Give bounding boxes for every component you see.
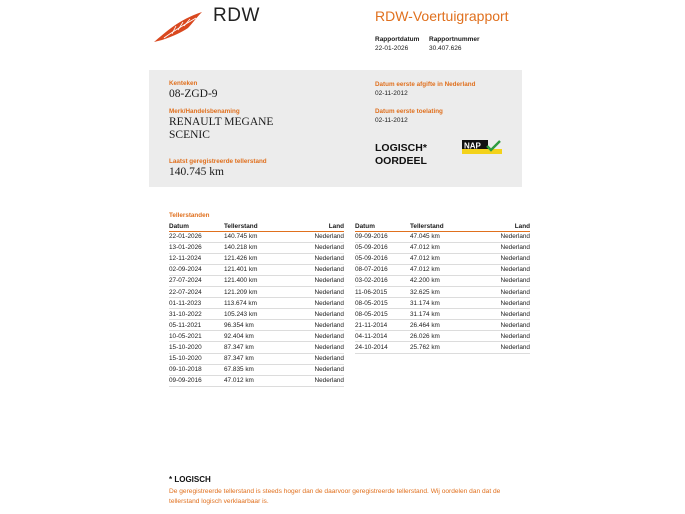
cell-tellerstand: 31.174 km [410,309,470,320]
cell-tellerstand: 105.243 km [224,309,284,320]
brand-name: RDW [213,5,260,26]
cell-tellerstand: 121.401 km [224,264,284,275]
table-row [169,364,344,375]
cell-datum: 11-06-2015 [355,286,410,297]
cell-datum: 27-07-2024 [169,275,224,286]
cell-tellerstand: 67.835 km [224,364,284,375]
eerste-afgifte-label: Datum eerste afgifte in Nederland [375,81,476,88]
table-row [355,320,530,331]
table-row [355,264,530,275]
cell-land: Nederland [284,298,344,309]
cell-land: Nederland [284,342,344,353]
tellerstand-value: 140.745 km [169,166,224,178]
merk-value-line1: RENAULT MEGANE [169,116,274,128]
rapportdatum-label: Rapportdatum [375,36,420,43]
table-row [169,298,344,309]
table-row [169,264,344,275]
oordeel [375,142,427,168]
cell-datum: 21-11-2014 [355,320,410,331]
svg-text:NAP: NAP [464,141,481,151]
cell-land: Nederland [470,242,530,253]
cell-land: Nederland [470,320,530,331]
cell-land: Nederland [284,309,344,320]
cell-tellerstand: 96.354 km [224,320,284,331]
cell-datum: 15-10-2020 [169,353,224,364]
table-row [169,342,344,353]
cell-tellerstand: 25.762 km [410,342,470,353]
merk-value-line2: SCENIC [169,129,210,141]
table-row [355,342,530,353]
cell-land: Nederland [470,286,530,297]
cell-land: Nederland [284,286,344,297]
cell-land: Nederland [470,253,530,264]
table-row [169,286,344,297]
eerste-toelating-value: 02-11-2012 [375,117,408,124]
cell-tellerstand: 32.625 km [410,286,470,297]
table-row [169,375,344,386]
table-row [169,253,344,264]
table-row [169,231,344,242]
cell-tellerstand: 47.012 km [410,264,470,275]
table-row [169,275,344,286]
cell-tellerstand: 140.218 km [224,242,284,253]
cell-datum: 09-09-2016 [169,375,224,386]
table-row [355,275,530,286]
cell-land: Nederland [284,231,344,242]
rapportnummer [429,35,480,53]
cell-tellerstand: 47.012 km [224,375,284,386]
oordeel-line2: OORDEEL [375,155,427,167]
report-title: RDW-Voertuigrapport [375,8,509,24]
table-row [355,231,530,242]
header-land: Land [470,222,530,231]
cell-land: Nederland [470,275,530,286]
cell-tellerstand: 121.400 km [224,275,284,286]
table-header-row [169,222,344,231]
oordeel-line1: LOGISCH* [375,142,427,154]
cell-datum: 10-05-2021 [169,331,224,342]
cell-land: Nederland [284,242,344,253]
footnote-text: De geregistreerde tellerstand is steeds hoger dan de daarvoor geregistreerde tellerstand. Wij oordelen dan dat de tellerstand logisch verklaarbaar is. [169,488,501,505]
cell-tellerstand: 47.012 km [410,242,470,253]
cell-tellerstand: 121.209 km [224,286,284,297]
cell-tellerstand: 87.347 km [224,342,284,353]
kenteken-label: Kenteken [169,80,198,87]
cell-land: Nederland [284,253,344,264]
cell-datum: 13-01-2026 [169,242,224,253]
rapportdatum-value: 22-01-2026 [375,45,409,52]
tellerstanden-table-left [169,222,344,387]
cell-tellerstand: 47.045 km [410,231,470,242]
cell-datum: 03-02-2016 [355,275,410,286]
cell-land: Nederland [284,275,344,286]
cell-datum: 31-10-2022 [169,309,224,320]
cell-tellerstand: 31.174 km [410,298,470,309]
cell-datum: 05-11-2021 [169,320,224,331]
rdw-logo-icon [152,10,204,44]
header-tellerstand: Tellerstand [224,222,284,231]
cell-tellerstand: 113.674 km [224,298,284,309]
eerste-afgifte-field [375,81,475,99]
rapportnummer-label: Rapportnummer [429,36,480,43]
header-tellerstand: Tellerstand [410,222,470,231]
table-header-row [355,222,530,231]
cell-datum: 22-01-2026 [169,231,224,242]
footnote-title: * LOGISCH [169,475,211,484]
cell-tellerstand: 121.426 km [224,253,284,264]
cell-tellerstand: 87.347 km [224,353,284,364]
cell-land: Nederland [284,353,344,364]
cell-datum: 01-11-2023 [169,298,224,309]
cell-tellerstand: 26.464 km [410,320,470,331]
cell-datum: 02-09-2024 [169,264,224,275]
cell-datum: 22-07-2024 [169,286,224,297]
cell-datum: 09-09-2016 [355,231,410,242]
table-row [169,242,344,253]
cell-tellerstand: 92.404 km [224,331,284,342]
eerste-toelating-label: Datum eerste toelating [375,108,443,115]
cell-tellerstand: 47.012 km [410,253,470,264]
table-row [355,286,530,297]
cell-land: Nederland [284,375,344,386]
table-row [169,309,344,320]
cell-datum: 08-05-2015 [355,309,410,320]
table-row [355,242,530,253]
tellerstand-label: Laatst geregistreerde tellerstand [169,158,267,165]
table-row [355,253,530,264]
table-row [355,331,530,342]
merk-label: Merk/Handelsbenaming [169,108,240,115]
table-row [355,298,530,309]
cell-datum: 15-10-2020 [169,342,224,353]
eerste-afgifte-value: 02-11-2012 [375,90,408,97]
cell-tellerstand: 26.026 km [410,331,470,342]
table-row [169,353,344,364]
cell-datum: 12-11-2024 [169,253,224,264]
cell-land: Nederland [470,309,530,320]
header-land: Land [284,222,344,231]
cell-tellerstand: 140.745 km [224,231,284,242]
cell-datum: 05-09-2016 [355,253,410,264]
cell-datum: 05-09-2016 [355,242,410,253]
cell-datum: 08-05-2015 [355,298,410,309]
kenteken-field [169,80,218,101]
rapportdatum [375,35,419,53]
tellerstand-field [169,158,267,179]
cell-tellerstand: 42.200 km [410,275,470,286]
header-datum: Datum [169,222,224,231]
header-datum: Datum [355,222,410,231]
cell-datum: 04-11-2014 [355,331,410,342]
cell-datum: 24-10-2014 [355,342,410,353]
cell-land: Nederland [284,264,344,275]
cell-land: Nederland [284,364,344,375]
cell-land: Nederland [284,331,344,342]
cell-land: Nederland [470,342,530,353]
nap-check-icon [462,140,502,154]
cell-land: Nederland [470,331,530,342]
cell-datum: 08-07-2016 [355,264,410,275]
kenteken-value: 08-ZGD-9 [169,88,218,100]
tellerstanden-title: Tellerstanden [169,212,210,219]
cell-land: Nederland [470,231,530,242]
cell-land: Nederland [470,264,530,275]
vehicle-panel [149,70,522,187]
cell-datum: 09-10-2018 [169,364,224,375]
cell-land: Nederland [284,320,344,331]
merk-field [169,108,273,142]
rapportnummer-value: 30.407.626 [429,45,462,52]
tellerstanden-table-right [355,222,530,354]
cell-land: Nederland [470,298,530,309]
table-row [169,320,344,331]
table-row [169,331,344,342]
eerste-toelating-field [375,108,443,126]
table-row [355,309,530,320]
